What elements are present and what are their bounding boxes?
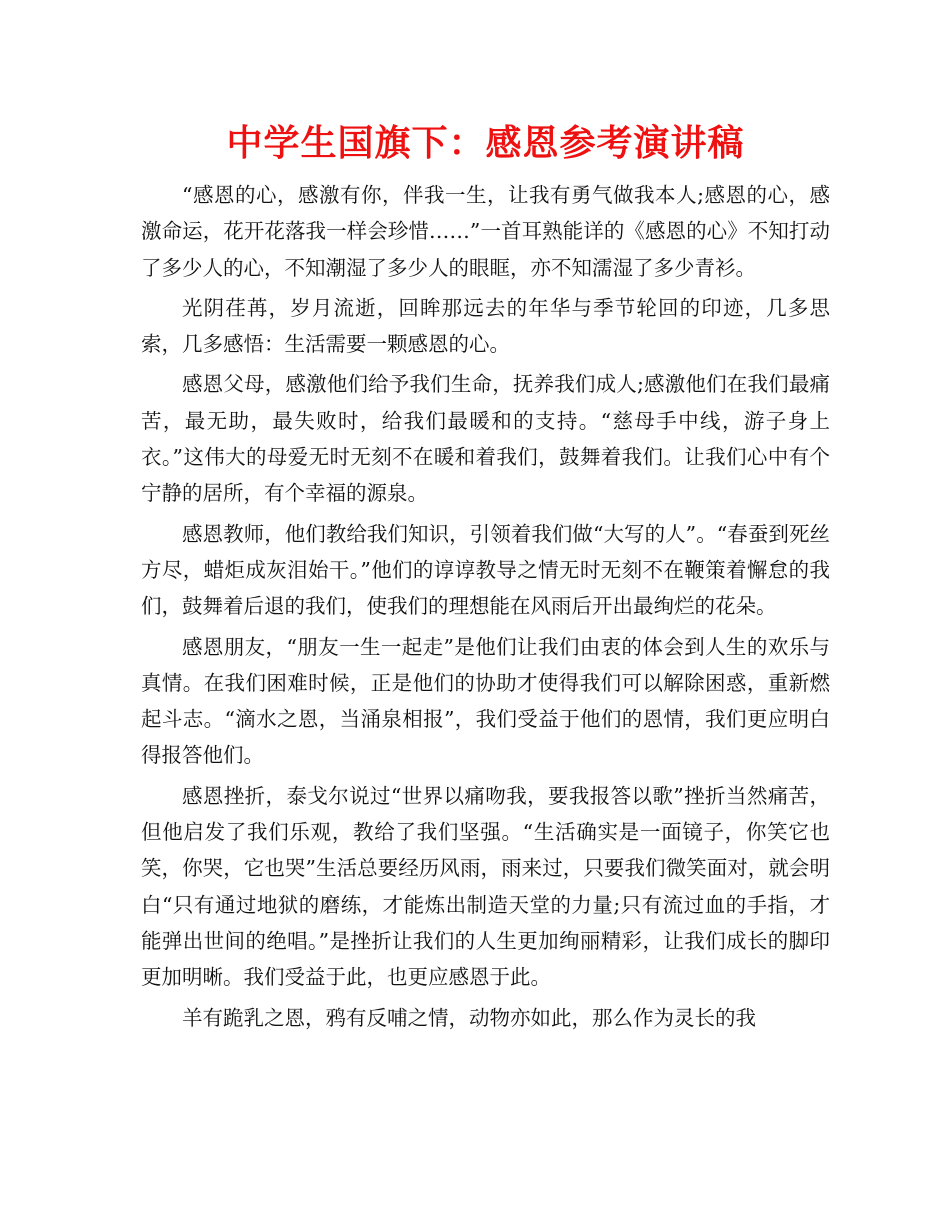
paragraph-1: “感恩的心，感激有你，伴我一生，让我有勇气做我本人;感恩的心，感激命运，花开花落我一样会珍惜……”一首耳熟能详的《感恩的心》不知打动了多少人的心，不知潮湿了多少人的眼眶，亦不知濡湿了多少青衫。 <box>141 183 830 280</box>
paragraph-7: 羊有跪乳之恩，鸦有反哺之情，动物亦如此，那么作为灵长的我 <box>182 1005 756 1030</box>
paragraph-2: 光阴荏苒，岁月流逝，回眸那远去的年华与季节轮回的印迹，几多思索，几多感悟：生活需要一颗感恩的心。 <box>141 295 830 357</box>
paragraph-3: 感恩父母，感激他们给予我们生命，抚养我们成人;感激他们在我们最痛苦，最无助，最失败时，给我们最暖和的支持。“慈母手中线，游子身上衣。”这伟大的母爱无时无刻不在暖和着我们，鼓舞着我们。让我们心中有个宁静的居所，有个幸福的源泉。 <box>141 372 830 506</box>
paragraph-5: 感恩朋友，“朋友一生一起走”是他们让我们由衷的体会到人生的欢乐与真情。在我们困难时候，正是他们的协助才使得我们可以解除困惑，重新燃起斗志。“滴水之恩，当涌泉相报”，我们受益于他们的恩情，我们更应明白得报答他们。 <box>141 634 830 768</box>
document-title: 中学生国旗下：感恩参考演讲稿 <box>226 123 745 164</box>
paragraph-4: 感恩教师，他们教给我们知识，引领着我们做“大写的人”。“春蚕到死丝方尽，蜡炬成灰泪始干。”他们的谆谆教导之情无时无刻不在鞭策着懈怠的我们，鼓舞着后退的我们，使我们的理想能在风雨后开出最绚烂的花朵。 <box>141 521 830 619</box>
paragraph-6: 感恩挫折，泰戈尔说过“世界以痛吻我，要我报答以歌”挫折当然痛苦，但他启发了我们乐观，教给了我们坚强。“生活确实是一面镜子，你笑它也笑，你哭，它也哭”生活总要经历风雨，雨来过，只要我们微笑面对，就会明白“只有通过地狱的磨练，才能炼出制造天堂的力量;只有流过血的手指，才能弹出世间的绝唱。”是挫折让我们的人生更加绚丽精彩，让我们成长的脚印更加明晰。我们受益于此，也更应感恩于此。 <box>141 783 830 990</box>
